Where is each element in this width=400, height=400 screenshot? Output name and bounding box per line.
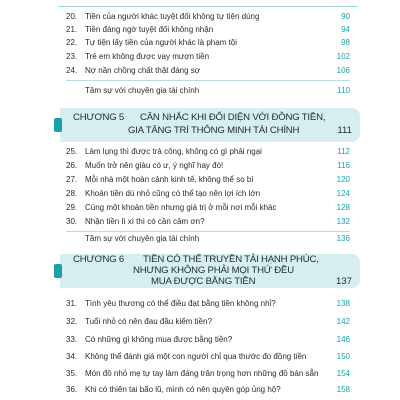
entry-number: 21. (66, 25, 78, 34)
toc-entry[interactable] (66, 64, 350, 78)
toc-entry[interactable] (66, 173, 350, 187)
top-border (58, 0, 358, 7)
toc-entry[interactable] (66, 10, 350, 24)
entry-page: 132 (336, 217, 350, 226)
entry-number: 28. (66, 189, 78, 198)
chapter-page: 137 (335, 276, 352, 287)
toc-entry[interactable] (66, 350, 350, 364)
entry-title: Nhận tiền lì xì thì có cần cảm ơn? (85, 217, 205, 226)
entry-number: 20. (66, 12, 78, 21)
toc-entry[interactable] (66, 383, 350, 397)
entry-title: Tình yêu thương có thể điều đạt bằng tiền không nhỉ? (85, 299, 276, 308)
toc-entry-note[interactable] (66, 230, 350, 248)
entry-number: 24. (66, 66, 78, 75)
entry-title: Tâm sự với chuyên gia tài chính (85, 86, 200, 95)
chapter-title-line1: CÂN NHẮC KHI ĐỐI DIỆN VỚI ĐỒNG TIỀN, (140, 112, 326, 123)
chapter-6-banner[interactable] (60, 254, 360, 288)
entry-number: 22. (66, 38, 78, 47)
entry-page: 158 (336, 385, 350, 394)
entry-number: 32. (66, 317, 78, 326)
toc-entry[interactable] (66, 297, 350, 311)
entry-page: 124 (336, 189, 350, 198)
entry-title: Khoản tiền dù nhỏ cũng có thể tạo nên lợi ích lớn (85, 189, 261, 198)
toc-entry[interactable] (66, 333, 350, 347)
entry-title: Tiền của người khác tuyệt đối không tự tiện dùng (85, 12, 260, 21)
entry-number: 36. (66, 385, 78, 394)
entry-title: Trẻ em không được vay mượn tiền (85, 52, 210, 61)
toc-entry[interactable] (66, 201, 350, 215)
entry-number: 23. (66, 52, 78, 61)
entry-number: 31. (66, 299, 78, 308)
entry-number: 27. (66, 175, 78, 184)
entry-page: 90 (341, 12, 350, 21)
entry-number: 33. (66, 335, 78, 344)
entry-number: 25. (66, 147, 78, 156)
entry-page: 128 (336, 203, 350, 212)
toc-entry[interactable] (66, 50, 350, 64)
entry-number: 34. (66, 352, 78, 361)
entry-page: 120 (336, 175, 350, 184)
entry-title: Tâm sự với chuyên gia tài chính (85, 234, 200, 243)
entry-title: Muốn trở nên giàu có ư, ý nghĩ hay đó! (85, 161, 224, 170)
chapter-page: 111 (337, 125, 352, 136)
entry-title: Có những gì không mua được bằng tiền? (85, 335, 233, 344)
entry-title: Mỗi nhà một hoàn cảnh kinh tế, không thể so bì (85, 175, 254, 184)
chapter-label: CHƯƠNG 6 (73, 254, 125, 265)
chapter-5-banner[interactable] (60, 108, 360, 142)
entry-title: Không thể đánh giá một con người chỉ qua thước đo đồng tiền (85, 352, 307, 361)
entry-page: 106 (336, 66, 350, 75)
toc-entry[interactable] (66, 187, 350, 201)
entry-title: Nợ nần chồng chất thật đáng sợ (85, 66, 201, 75)
chapter-title-line1: TIỀN CÓ THỂ TRUYỀN TẢI HẠNH PHÚC, (143, 254, 319, 265)
entry-title: Khi có thiên tai bão lũ, mình có nên quyên góp ủng hộ? (85, 385, 281, 394)
toc-entry[interactable] (66, 315, 350, 329)
entry-page: 146 (336, 335, 350, 344)
toc-entry[interactable] (66, 23, 350, 37)
toc-entry[interactable] (66, 367, 350, 381)
entry-page: 98 (341, 38, 350, 47)
entry-page: 154 (336, 369, 350, 378)
entry-page: 150 (336, 352, 350, 361)
entry-title: Làm lụng thì được trả công, không có gì phải ngại (85, 147, 262, 156)
chapter-label: CHƯƠNG 5 (73, 112, 125, 123)
entry-number: 26. (66, 161, 78, 170)
chapter-title-line2: GIA TĂNG TRÍ THÔNG MINH TÀI CHÍNH (128, 125, 300, 136)
entry-page: 116 (337, 161, 350, 170)
entry-page: 112 (337, 147, 350, 156)
entry-page: 138 (336, 299, 350, 308)
toc-entry[interactable] (66, 36, 350, 50)
entry-title: Tuổi nhỏ có nên đau đầu kiếm tiền? (85, 317, 212, 326)
entry-title: Cùng một khoản tiền nhưng giá trị ở mỗi nơi mỗi khác (85, 203, 277, 212)
entry-number: 35. (66, 369, 78, 378)
entry-page: 110 (337, 86, 350, 95)
entry-number: 30. (66, 217, 78, 226)
entry-title: Món đồ nhỏ mẹ tự tay làm đáng trân trọng hơn những đồ bán sẵn (85, 369, 319, 378)
entry-page: 102 (336, 52, 350, 61)
entry-number: 29. (66, 203, 78, 212)
entry-page: 136 (336, 234, 350, 243)
divider (66, 80, 350, 81)
toc-entry[interactable] (66, 215, 350, 229)
chapter-title-line2: NHƯNG KHÔNG PHẢI MỌI THỨ ĐỀU (133, 265, 294, 276)
toc-entry[interactable] (66, 159, 350, 173)
chapter-tab (54, 118, 62, 132)
chapter-tab (54, 264, 62, 278)
toc-entry[interactable] (66, 145, 350, 159)
entry-title: Tự tiện lấy tiền của người khác là phạm tội (85, 38, 238, 47)
entry-title: Tiền đáng ngờ tuyệt đối không nhận (85, 25, 214, 34)
toc-entry-note[interactable] (66, 82, 350, 100)
chapter-title-line3: MUA ĐƯỢC BẰNG TIỀN (151, 276, 256, 287)
entry-page: 94 (341, 25, 350, 34)
entry-page: 142 (336, 317, 350, 326)
